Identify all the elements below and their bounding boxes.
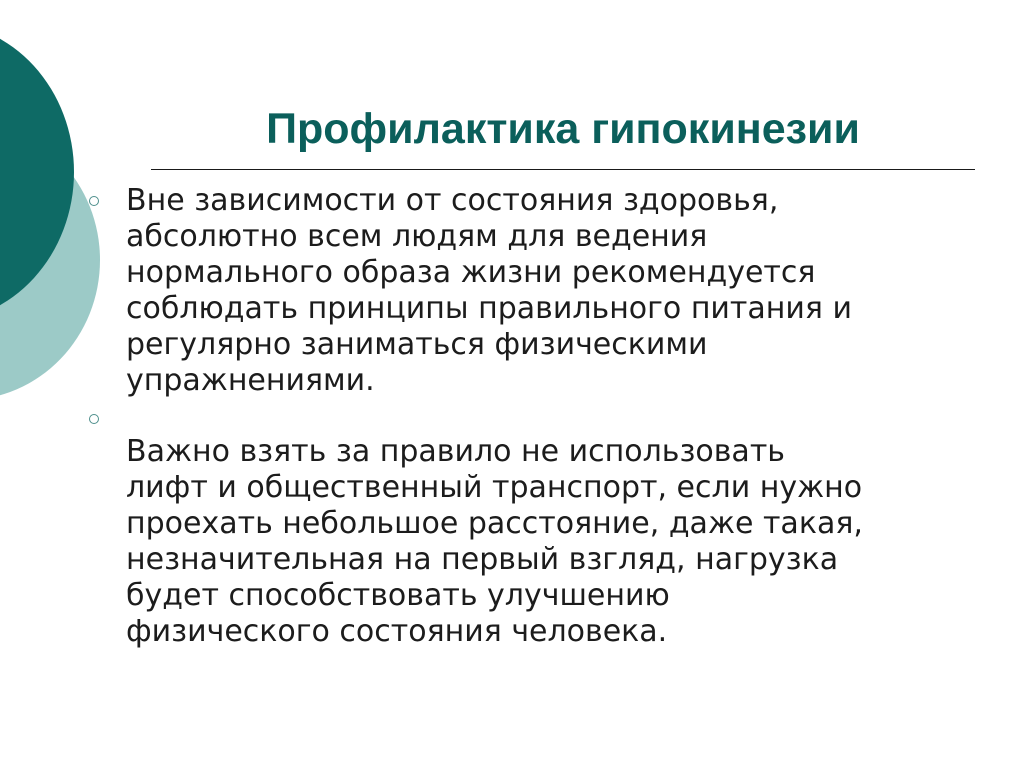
bullet-text-1: Вне зависимости от состояния здоровья, абсолютно всем людям для ведения нормального образа жизни рекомендуется соблюдать принципы правильного питания и регулярно заниматься физическими упражнениями.: [126, 183, 852, 398]
bullet-circle-icon: [89, 414, 99, 424]
title-divider: [151, 169, 975, 170]
slide-title: Профилактика гипокинезии: [266, 105, 860, 153]
bullet-circle-icon: [89, 196, 99, 206]
bullet-text-2: Важно взять за правило не использовать лифт и общественный транспорт, если нужно проехать небольшое расстояние, даже такая, незначительная на первый взгляд, нагрузка будет способствовать улучшению физического состояния человека.: [126, 434, 863, 649]
